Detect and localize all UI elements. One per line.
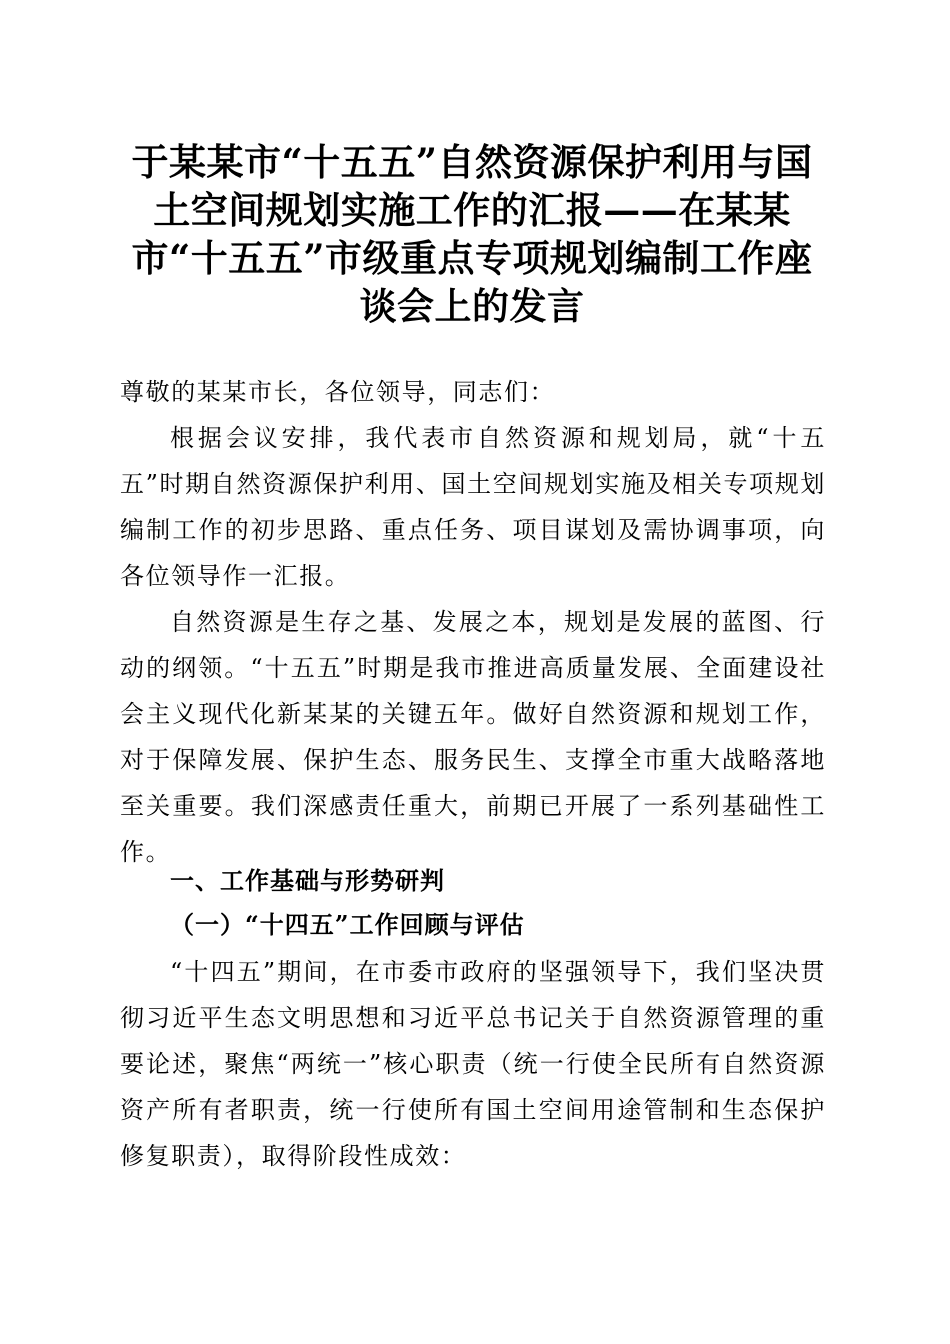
salutation: 尊敬的某某市长，各位领导，同志们： xyxy=(120,378,556,406)
context-paragraph: 自然资源是生存之基、发展之本，规划是发展的蓝图、行动的纲领。“十五五”时期是我市推进高质量发展、全面建设社会主义现代化新某某的关键五年。做好自然资源和规划工作，对于保障发展、保护生态、服务民生、支撑全市重大战略落地至关重要。我们深感责任重大，前期已开展了一系列基础性工作。 xyxy=(120,608,826,866)
section-heading: 一、工作基础与形势研判 xyxy=(170,867,445,895)
document-title: 于某某市“十五五”自然资源保护利用与国土空间规划实施工作的汇报——在某某市“十五五”市级重点专项规划编制工作座谈会上的发言 xyxy=(131,140,813,328)
review-paragraph: “十四五”期间，在市委市政府的坚强领导下，我们坚决贯彻习近平生态文明思想和习近平总书记关于自然资源管理的重要论述，聚焦“两统一”核心职责（统一行使全民所有自然资源资产所有者职责，统一行使所有国土空间用途管制和生态保护修复职责），取得阶段性成效： xyxy=(120,958,826,1170)
subsection-heading: （一）“十四五”工作回顾与评估 xyxy=(170,910,525,939)
intro-paragraph: 根据会议安排，我代表市自然资源和规划局，就“十五五”时期自然资源保护利用、国土空间规划实施及相关专项规划编制工作的初步思路、重点任务、项目谋划及需协调事项，向各位领导作一汇报。 xyxy=(120,424,826,590)
